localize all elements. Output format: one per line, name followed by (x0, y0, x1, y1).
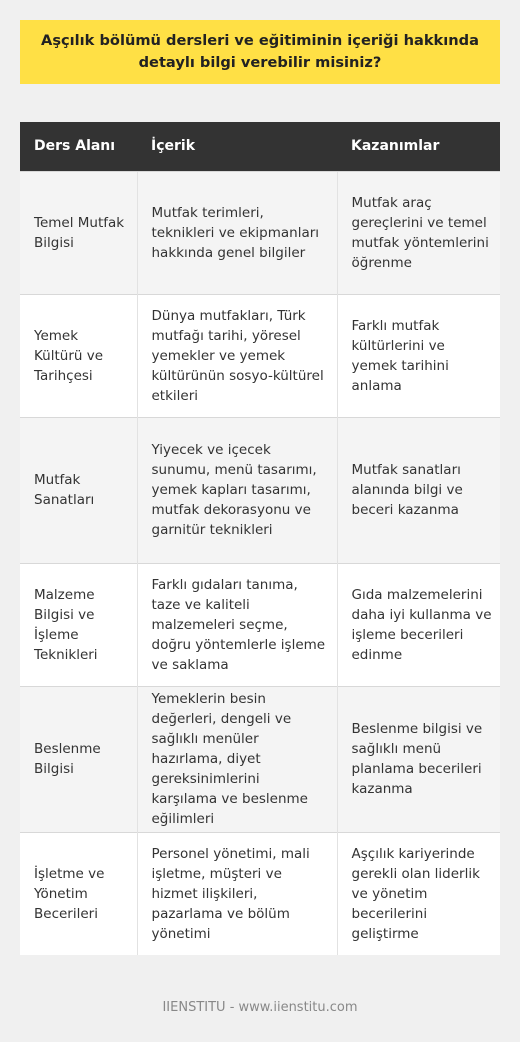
table-row (20, 417, 500, 563)
cell-ders-alani: Beslenme Bilgisi (20, 686, 137, 832)
footer-credit: IIENSTITU - www.iienstitu.com (162, 1000, 358, 1015)
cell-ders-alani: Yemek Kültürü ve Tarihçesi (20, 294, 137, 417)
header-ders-alani: Ders Alanı (20, 122, 137, 171)
question-banner (20, 20, 500, 84)
cell-kazanimlar: Mutfak araç gereçlerini ve temel mutfak yöntemlerini öğrenme (337, 171, 500, 294)
table-row (20, 171, 500, 294)
cell-kazanimlar: Farklı mutfak kültürlerini ve yemek tarihini anlama (337, 294, 500, 417)
table-header-row (20, 122, 500, 171)
cell-kazanimlar: Aşçılık kariyerinde gerekli olan liderlik ve yönetim becerilerini geliştirme (337, 832, 500, 955)
course-table (20, 122, 500, 955)
cell-icerik: Yiyecek ve içecek sunumu, menü tasarımı, yemek kapları tasarımı, mutfak dekorasyonu ve garnitür teknikleri (137, 417, 337, 563)
cell-kazanimlar: Beslenme bilgisi ve sağlıklı menü planlama becerileri kazanma (337, 686, 500, 832)
header-kazanimlar: Kazanımlar (337, 122, 500, 171)
cell-ders-alani: İşletme ve Yönetim Becerileri (20, 832, 137, 955)
question-text: Aşçılık bölümü dersleri ve eğitiminin içeriği hakkında detaylı bilgi verebilir misiniz? (41, 32, 479, 71)
cell-icerik: Personel yönetimi, mali işletme, müşteri ve hizmet ilişkileri, pazarlama ve bölüm yönetimi (137, 832, 337, 955)
header-icerik: İçerik (137, 122, 337, 171)
table-row (20, 294, 500, 417)
cell-ders-alani: Temel Mutfak Bilgisi (20, 171, 137, 294)
cell-kazanimlar: Gıda malzemelerini daha iyi kullanma ve işleme becerileri edinme (337, 563, 500, 686)
cell-icerik: Farklı gıdaları tanıma, taze ve kaliteli malzemeleri seçme, doğru yöntemlerle işleme ve saklama (137, 563, 337, 686)
cell-icerik: Yemeklerin besin değerleri, dengeli ve sağlıklı menüler hazırlama, diyet gereksinimlerini karşılama ve beslenme eğilimleri (137, 686, 337, 832)
cell-ders-alani: Malzeme Bilgisi ve İşleme Teknikleri (20, 563, 137, 686)
table-row (20, 832, 500, 955)
cell-icerik: Dünya mutfakları, Türk mutfağı tarihi, yöresel yemekler ve yemek kültürünün sosyo-kültürel etkileri (137, 294, 337, 417)
table-row (20, 563, 500, 686)
cell-ders-alani: Mutfak Sanatları (20, 417, 137, 563)
cell-kazanimlar: Mutfak sanatları alanında bilgi ve beceri kazanma (337, 417, 500, 563)
cell-icerik: Mutfak terimleri, teknikleri ve ekipmanları hakkında genel bilgiler (137, 171, 337, 294)
table-row (20, 686, 500, 832)
